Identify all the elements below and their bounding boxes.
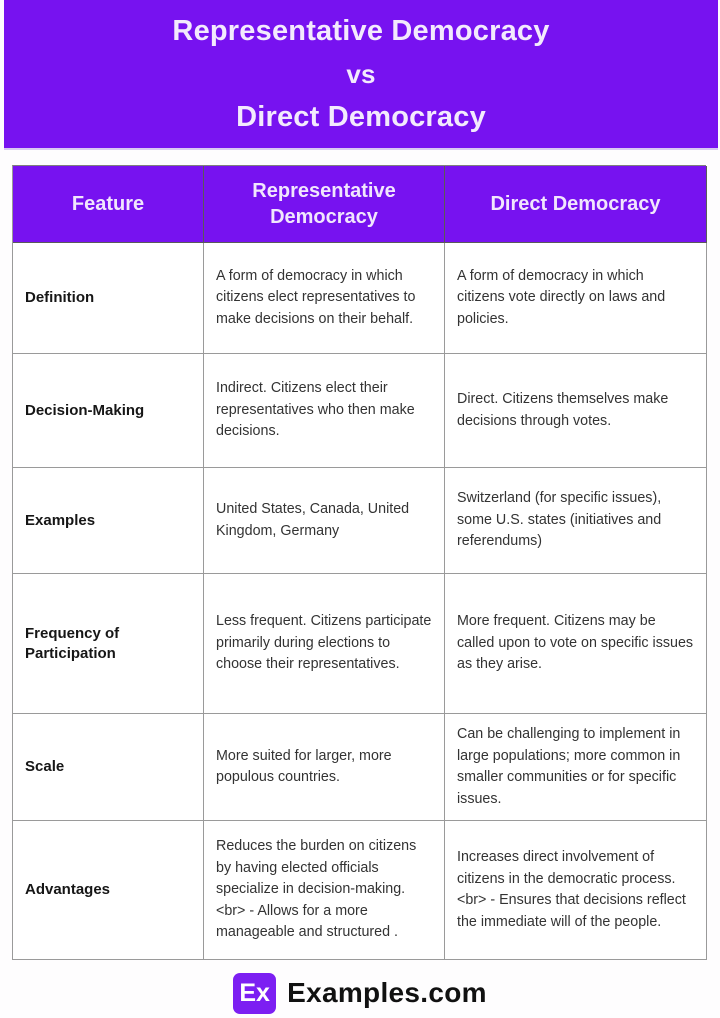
title-line-1: Representative Democracy [172,15,550,47]
column-header-representative-democracy: Representative Democracy [204,166,445,243]
footer-brand [0,960,720,1018]
row-decision-making-feature: Decision-Making [13,354,204,468]
row-advantages-representative: Reduces the burden on citizens by having elected officials specialize in decision-making. <br> - Allows for a more manageable and structured . [204,821,445,960]
row-advantages-direct: Increases direct involvement of citizens in the democratic process. <br> - Ensures that decisions reflect the immediate will of the people. [445,821,707,960]
row-frequency-feature: Frequency of Participation [13,574,204,714]
row-scale-representative: More suited for larger, more populous countries. [204,714,445,821]
row-definition-feature: Definition [13,243,204,354]
row-definition-representative: A form of democracy in which citizens elect representatives to make decisions on their behalf. [204,243,445,354]
title-banner [4,0,718,150]
column-header-feature: Feature [13,166,204,243]
title-line-2: Direct Democracy [236,101,486,133]
column-header-direct-democracy: Direct Democracy [445,166,707,243]
row-examples-representative: United States, Canada, United Kingdom, Germany [204,468,445,574]
row-advantages-feature: Advantages [13,821,204,960]
brand-name: Examples.com [287,977,487,1008]
row-examples-feature: Examples [13,468,204,574]
row-scale-direct: Can be challenging to implement in large populations; more common in smaller communities or for specific issues. [445,714,707,821]
row-definition-direct: A form of democracy in which citizens vote directly on laws and policies. [445,243,707,354]
row-examples-direct: Switzerland (for specific issues), some U.S. states (initiatives and referendums) [445,468,707,574]
comparison-table [12,165,706,960]
row-decision-making-direct: Direct. Citizens themselves make decisions through votes. [445,354,707,468]
examples-logo-icon: Ex [233,973,276,1014]
row-frequency-direct: More frequent. Citizens may be called upon to vote on specific issues as they arise. [445,574,707,714]
row-scale-feature: Scale [13,714,204,821]
row-decision-making-representative: Indirect. Citizens elect their representatives who then make decisions. [204,354,445,468]
row-frequency-representative: Less frequent. Citizens participate primarily during elections to choose their representatives. [204,574,445,714]
title-line-vs: vs [346,59,376,89]
